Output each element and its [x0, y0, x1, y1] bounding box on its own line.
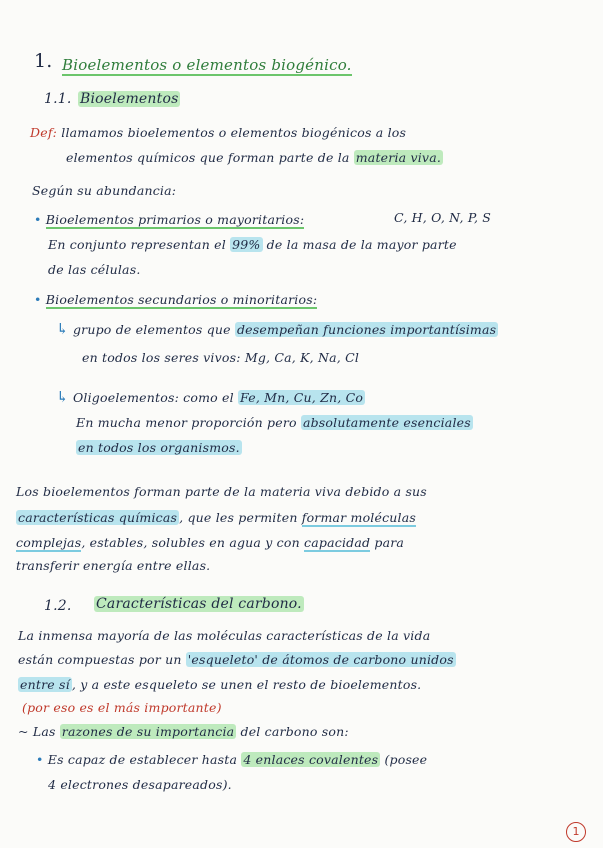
heading-1-1-number: 1.1.: [44, 91, 72, 107]
paragraph-1-underline-2: complejas: [16, 535, 82, 550]
heading-1-2-title: [94, 596, 304, 612]
definition-line-2: [66, 150, 443, 165]
paragraph-1-text-3c: para: [370, 535, 405, 550]
paragraph-1-text-2b: , que les permiten: [179, 510, 302, 525]
page-number: 1: [566, 822, 586, 842]
paragraph-2-note: (por eso es el más importante): [22, 700, 222, 715]
oligo-text-2: En mucha menor proporción pero: [76, 415, 301, 430]
secondary-group-line-2: en todos los seres vivos: Mg, Ca, K, Na, Cl: [82, 350, 360, 365]
paragraph-2-line-5: [18, 724, 349, 739]
paragraph-1-highlight: características químicas: [18, 510, 178, 525]
primary-text-2b: de la masa de la mayor parte: [262, 237, 457, 252]
reason-1-line-1: [36, 752, 427, 767]
heading-1-title: [62, 56, 352, 74]
abundance-intro: Según su abundancia:: [32, 183, 177, 198]
bullet-icon: •: [34, 292, 42, 307]
heading-1-2-title-text: Características del carbono.: [96, 596, 302, 612]
definition-label: Def:: [30, 125, 58, 140]
paragraph-2-highlight-2: entre sí: [20, 677, 70, 692]
oligo-line-3: [76, 440, 242, 455]
reason-1-highlight: 4 enlaces covalentes: [243, 752, 379, 767]
arrow-right-icon: ↳: [56, 388, 69, 406]
heading-1-title-text: Bioelementos o elementos biogénico.: [62, 56, 352, 74]
primary-highlight-99: 99%: [232, 237, 261, 252]
paragraph-2-highlight: 'esqueleto' de átomos de carbono unidos: [187, 652, 454, 667]
reason-1-line-2: 4 electrones desapareados).: [48, 777, 232, 792]
arrow-right-icon: ↳: [56, 320, 69, 338]
paragraph-1-line-3: [16, 535, 404, 550]
paragraph-1-line-2: [16, 510, 416, 525]
bullet-icon: •: [34, 212, 42, 227]
paragraph-2-highlight-3: razones de su importancia: [61, 724, 235, 739]
secondary-group-line-1: [56, 320, 498, 338]
secondary-group-highlight: desempeñan funciones importantísimas: [236, 322, 497, 337]
paragraph-1-line-1: Los bioelementos forman parte de la materia viva debido a sus: [16, 484, 427, 499]
primary-text-2a: En conjunto representan el: [48, 237, 231, 252]
bullet-icon: •: [36, 752, 44, 767]
paragraph-1-underline: formar moléculas: [301, 510, 417, 525]
oligo-text: Oligoelementos: como el: [72, 390, 239, 405]
primary-line-3: de las células.: [48, 262, 141, 277]
definition-text-1: llamamos bioelementos o elementos biogénicos a los: [61, 125, 407, 140]
primary-line-2: [48, 237, 457, 252]
paragraph-1-line-4: transferir energía entre ellas.: [16, 558, 211, 573]
oligo-highlight: Fe, Mn, Cu, Zn, Co: [240, 390, 364, 405]
paragraph-1-underline-3: capacidad: [304, 535, 371, 550]
paragraph-2-text-2a: están compuestas por un: [18, 652, 186, 667]
paragraph-1-text-3b: , estables, solubles en agua y con: [81, 535, 305, 550]
primary-elements: C, H, O, N, P, S: [394, 210, 492, 225]
paragraph-2-text-3b: , y a este esqueleto se unen el resto de bioelementos.: [71, 677, 422, 692]
oligo-line-1: [56, 388, 365, 406]
paragraph-2-line-2: [18, 652, 456, 667]
reason-1-text-1b: (posee: [380, 752, 428, 767]
primary-title-line: [34, 212, 304, 227]
definition-line-1: [30, 125, 406, 140]
oligo-highlight-2: absolutamente esenciales: [302, 415, 471, 430]
secondary-title-line: [34, 292, 317, 307]
paragraph-2-text-5a: ~ Las: [18, 724, 60, 739]
oligo-highlight-3: en todos los organismos.: [78, 440, 240, 455]
definition-highlight: materia viva.: [355, 150, 442, 165]
secondary-title: Bioelementos secundarios o minoritarios:: [45, 292, 318, 307]
heading-1-2-number: 1.2.: [44, 598, 72, 614]
heading-1-1-title: [78, 91, 180, 107]
heading-1-1-title-text: Bioelementos: [80, 91, 179, 107]
definition-text-2: elementos químicos que forman parte de la: [66, 150, 354, 165]
secondary-group-text: grupo de elementos que: [72, 322, 235, 337]
paragraph-2-text-5b: del carbono son:: [236, 724, 349, 739]
paragraph-2-line-3: [18, 677, 421, 692]
reason-1-text-1a: Es capaz de establecer hasta: [47, 752, 242, 767]
heading-1-number: 1.: [34, 50, 53, 72]
primary-title: Bioelementos primarios o mayoritarios:: [45, 212, 305, 227]
oligo-line-2: [76, 415, 473, 430]
paragraph-2-line-1: La inmensa mayoría de las moléculas características de la vida: [18, 628, 431, 643]
